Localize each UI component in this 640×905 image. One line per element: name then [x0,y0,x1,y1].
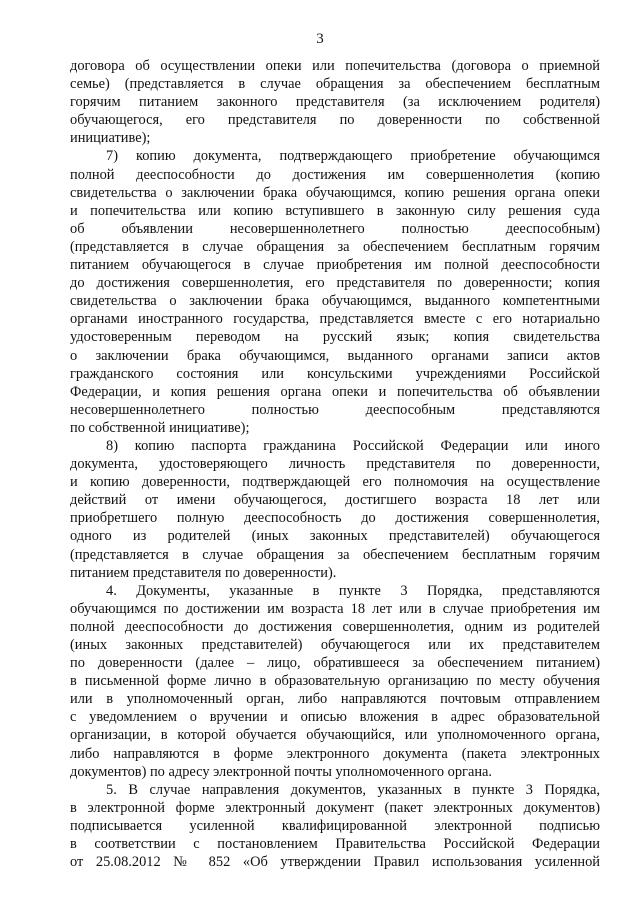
text-line: или в уполномоченный орган, либо направляются почтовым отправлением [70,691,600,708]
text-line: гражданского состояния или консульскими учреждениями Российской [70,365,600,382]
text-line: органами иностранного государства, представляется вместе с его нотариально [70,311,600,328]
text-line: подписывается усиленной квалифицированной электронной подписью [70,817,600,834]
text-line: обучающимся по достижении им возраста 18 лет или в случае приобретения им [70,600,600,617]
text-line: договора об осуществлении опеки или попечительства (договора о приемной [70,58,600,74]
text-line: о заключении брака обучающимся, выданного органами записи актов [70,347,600,364]
text-line: Федерации, и копия решения органа опеки и попечительства об объявлении [70,383,600,400]
text-line: документов) по адресу электронной почты уполномоченного органа. [70,763,493,780]
text-line: одного из родителей (иных законных представителей) обучающегося [70,528,600,545]
text-line: свидетельства о заключении брака обучающимся, копию решения органа опеки [70,184,600,201]
text-line: 7) копию документа, подтверждающего приобретение обучающимся [106,148,600,165]
text-line: действий от имени обучающегося, достигшего возраста 18 лет или [70,492,600,509]
text-line: обучающегося, его представителя по доверенности по собственной [70,112,600,129]
text-line: и попечительства или копию вступившего в законную силу решения суда [70,202,600,219]
text-line: 8) копию паспорта гражданина Российской Федерации или иного [106,437,600,454]
text-line: полной дееспособности до достижения совершеннолетия, одним из родителей [70,618,600,635]
text-line: по собственной инициативе); [70,419,250,436]
text-line: организации, в которой обучается обучающийся, или уполномоченного органа, [70,727,600,744]
document-body [70,57,600,871]
text-line: приобретшего полную дееспособность до достижения совершеннолетия, [70,510,600,527]
text-line: либо направляются в форме электронного документа (пакета электронных [70,745,600,762]
text-line: в электронной форме электронный документ (пакет электронных документов) [70,799,600,816]
text-line: в письменной форме лично в образовательную организацию по месту обучения [70,673,600,690]
text-line: питанием представителя по доверенности). [70,564,337,581]
page-number: 3 [316,31,324,47]
text-line: в соответствии с постановлением Правительства Российской Федерации [70,836,600,853]
text-line: несовершеннолетнего полностью дееспособным представляются [70,401,600,418]
text-line: удостоверенным переводом на русский язык; копия свидетельства [70,329,600,346]
text-line: 4. Документы, указанные в пункте 3 Порядка, представляются [106,582,600,599]
text-line: (представляется в случае обращения за обеспечением бесплатным горячим [70,546,600,563]
text-line: документа, удостоверяющего личность представителя по доверенности, [70,456,600,473]
text-line: свидетельства о заключении брака обучающимся, выданного компетентными [70,293,600,310]
text-line: 5. В случае направления документов, указанных в пункте 3 Порядка, [106,781,600,798]
text-line: и копию доверенности, подтверждающей его полномочия на осуществление [70,474,600,491]
text-line: об объявлении несовершеннолетнего полностью дееспособным) [70,220,600,237]
text-line: питанием обучающегося в случае приобретения им полной дееспособности [70,257,600,274]
text-line: (представляется в случае обращения за обеспечением бесплатным горячим [70,238,600,255]
text-line: семье) (представляется в случае обращения за обеспечением бесплатным [70,76,600,93]
text-line: с уведомлением о вручении и описью вложения в адрес образовательной [70,709,600,726]
text-line: до достижения совершеннолетия, его представителя по доверенности; копия [70,275,600,292]
text-line: от 25.08.2012 № 852 «Об утверждении Правил использования усиленной [70,854,600,871]
text-line: полной дееспособности до достижения им совершеннолетия (копию [70,166,600,183]
text-line: инициативе); [70,130,151,147]
text-line: по доверенности (далее – лицо, обратившееся за обеспечением питанием) [70,655,600,672]
text-line: (иных законных представителей) обучающегося или их представителем [70,637,600,653]
text-line: горячим питанием законного представителя (за исключением родителя) [70,94,600,111]
